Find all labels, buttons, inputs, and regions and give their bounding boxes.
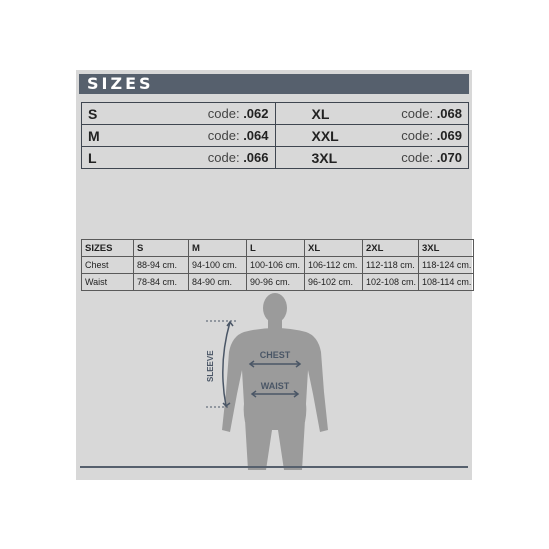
- measurement-value-cell: 90-96 cm.: [247, 274, 305, 291]
- measurement-value-cell: 94-100 cm.: [189, 257, 247, 274]
- measurement-value-cell: 106-112 cm.: [305, 257, 363, 274]
- code-value: .070: [436, 150, 462, 165]
- size-label: XXL: [311, 127, 339, 144]
- code-prefix: code:: [207, 150, 244, 165]
- size-label: XL: [311, 105, 330, 122]
- size-code-row: [82, 125, 469, 147]
- measurement-value-cell: 100-106 cm.: [247, 257, 305, 274]
- sizes-header-bar: [79, 74, 469, 94]
- code-value: .069: [436, 128, 462, 143]
- size-code-cell: [275, 125, 469, 147]
- code-prefix: code:: [401, 106, 437, 121]
- measurement-name-cell: Waist: [82, 274, 134, 291]
- size-label: M: [88, 127, 100, 144]
- measurements-header-cell: 2XL: [363, 240, 419, 257]
- sleeve-label: SLEEVE: [206, 350, 215, 382]
- code-prefix: code:: [401, 128, 437, 143]
- measurement-value-cell: 96-102 cm.: [305, 274, 363, 291]
- size-code-cell: [82, 125, 276, 147]
- size-label: S: [88, 105, 98, 122]
- code-value: .068: [436, 106, 462, 121]
- measurements-header-cell: XL: [305, 240, 363, 257]
- size-code: [401, 128, 462, 143]
- sizes-title: SIZES: [87, 74, 154, 93]
- measurements-header-cell: M: [189, 240, 247, 257]
- size-code-cell: [82, 147, 276, 169]
- size-code: [208, 106, 269, 121]
- code-value: .064: [243, 128, 269, 143]
- size-code-cell: [82, 103, 276, 125]
- size-code-cell: [275, 103, 469, 125]
- size-code: [401, 150, 462, 165]
- code-prefix: code:: [401, 150, 437, 165]
- bottom-divider: [80, 466, 468, 468]
- size-code-table: [81, 102, 469, 169]
- size-code-row: [82, 103, 469, 125]
- code-value: .062: [243, 106, 269, 121]
- size-label: 3XL: [311, 149, 338, 166]
- size-code: [208, 150, 269, 165]
- measurement-value-cell: 78-84 cm.: [134, 274, 189, 291]
- measurements-header-cell: S: [134, 240, 189, 257]
- measurements-header-cell: L: [247, 240, 305, 257]
- measurements-header-cell: 3XL: [419, 240, 474, 257]
- measurements-row: [82, 274, 474, 291]
- measurement-value-cell: 112-118 cm.: [363, 257, 419, 274]
- measurement-value-cell: 118-124 cm.: [419, 257, 474, 274]
- measurements-header-cell: SIZES: [82, 240, 134, 257]
- size-code: [401, 106, 462, 121]
- measurement-value-cell: 88-94 cm.: [134, 257, 189, 274]
- size-code: [208, 128, 269, 143]
- code-value: .066: [243, 150, 269, 165]
- code-prefix: code:: [207, 128, 244, 143]
- size-label: L: [88, 149, 97, 166]
- chest-label: CHEST: [259, 350, 291, 360]
- code-prefix: code:: [207, 106, 244, 121]
- measurement-name-cell: Chest: [82, 257, 134, 274]
- size-code-cell: [275, 147, 469, 169]
- measurement-value-cell: 102-108 cm.: [363, 274, 419, 291]
- body-silhouette-figure: [200, 292, 350, 472]
- size-code-row: [82, 147, 469, 169]
- measurements-table: [81, 239, 474, 291]
- measurement-value-cell: 108-114 cm.: [419, 274, 474, 291]
- measurements-row: [82, 257, 474, 274]
- waist-label: WAIST: [260, 381, 290, 391]
- measurement-value-cell: 84-90 cm.: [189, 274, 247, 291]
